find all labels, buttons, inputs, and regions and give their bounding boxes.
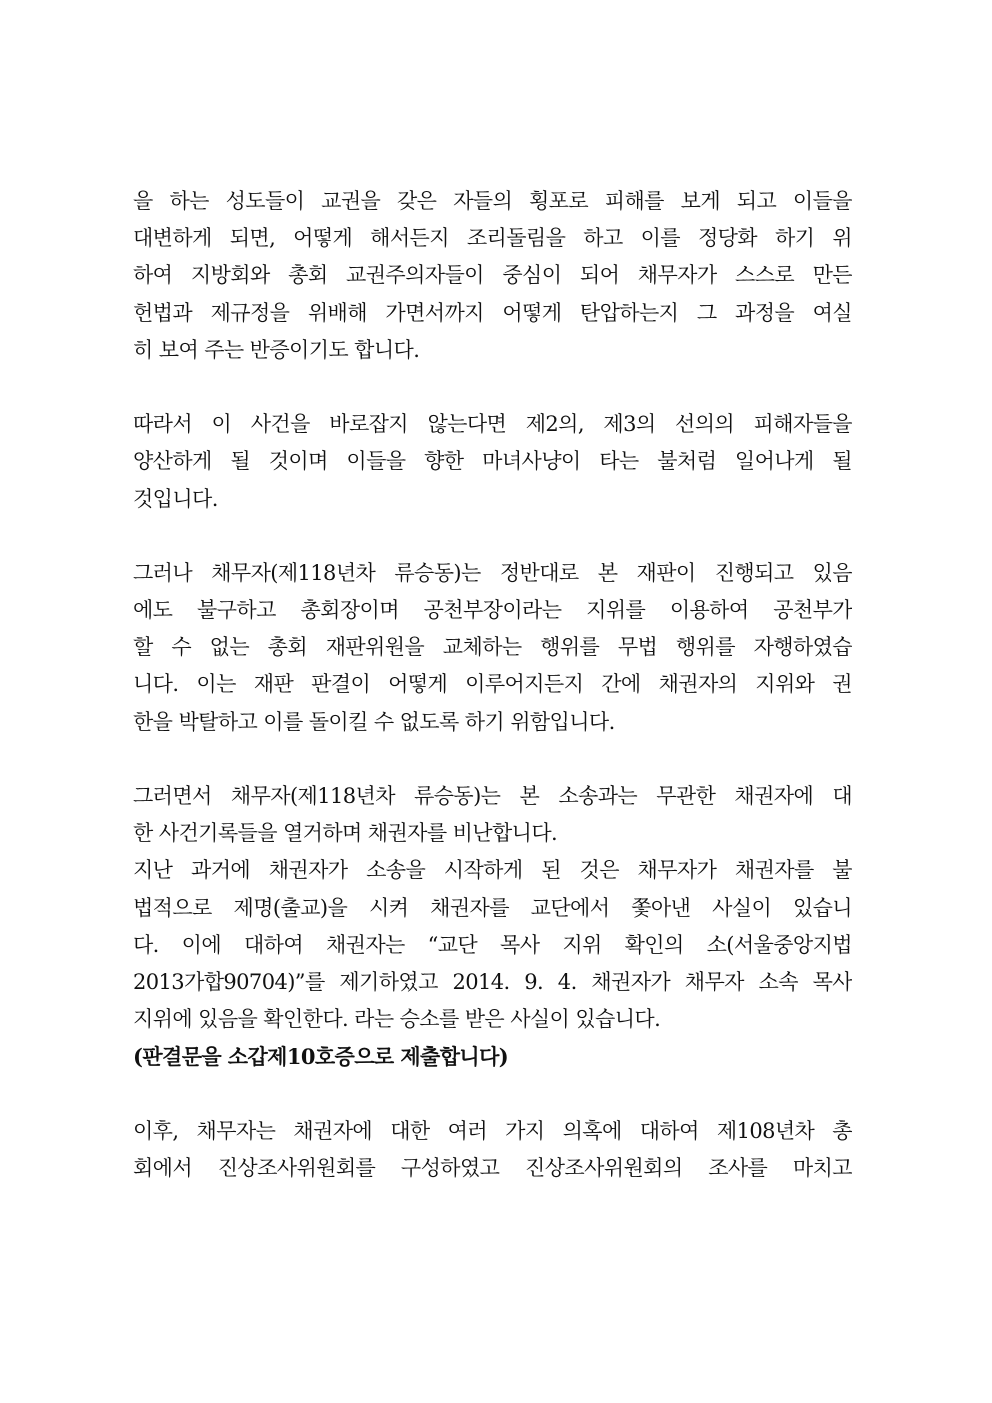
exhibit-note: (판결문을 소갑제10호증으로 제출합니다) [133, 1044, 509, 1070]
text-line: 지난 과거에 채권자가 소송을 시작하게 된 것은 채무자가 채권자를 불 [133, 858, 852, 883]
paragraph-4 [133, 778, 852, 1076]
text-line: 양산하게 될 것이며 이들을 향한 마녀사냥이 타는 불처럼 일어나게 될 [133, 449, 852, 474]
text-line: 지위에 있음을 확인한다. 라는 승소를 받은 사실이 있습니다. [133, 1007, 661, 1032]
text-line: 한을 박탈하고 이를 돌이킬 수 없도록 하기 위함입니다. [133, 709, 615, 734]
text-line: 대변하게 되면, 어떻게 해서든지 조리돌림을 하고 이를 정당화 하기 위 [133, 226, 852, 251]
paragraph-2 [133, 406, 852, 518]
paragraph-3 [133, 555, 852, 741]
document-body [133, 183, 852, 1187]
paragraph-1 [133, 183, 852, 369]
paragraph-gap [133, 1076, 852, 1113]
text-line: 이후, 채무자는 채권자에 대한 여러 가지 의혹에 대하여 제108년차 총 [133, 1118, 852, 1143]
text-line: 그러면서 채무자(제118년차 류승동)는 본 소송과는 무관한 채권자에 대 [133, 784, 852, 808]
text-line: 헌법과 제규정을 위배해 가면서까지 어떻게 탄압하는지 그 과정을 여실 [133, 300, 852, 325]
text-line: 회에서 진상조사위원회를 구성하였고 진상조사위원회의 조사를 마치고 [133, 1155, 852, 1180]
text-line: 것입니다. [133, 486, 218, 511]
text-line: 다. 이에 대하여 채권자는 “교단 목사 지위 확인의 소(서울중앙지법 [133, 932, 852, 957]
paragraph-gap [133, 741, 852, 778]
text-line: 법적으로 제명(출교)을 시켜 채권자를 교단에서 쫓아낸 사실이 있습니 [133, 895, 852, 920]
text-line: 한 사건기록들을 열거하며 채권자를 비난합니다. [133, 821, 558, 846]
paragraph-gap [133, 518, 852, 555]
paragraph-gap [133, 369, 852, 406]
text-line: 하여 지방회와 총회 교권주의자들이 중심이 되어 채무자가 스스로 만든 [133, 263, 852, 288]
text-line: 을 하는 성도들이 교권을 갖은 자들의 횡포로 피해를 보게 되고 이들을 [133, 189, 852, 213]
text-line: 히 보여 주는 반증이기도 합니다. [133, 337, 420, 362]
text-line: 그러나 채무자(제118년차 류승동)는 정반대로 본 재판이 진행되고 있음 [133, 560, 852, 585]
text-line: 에도 불구하고 총회장이며 공천부장이라는 지위를 이용하여 공천부가 [133, 598, 852, 623]
text-line: 2013가합90704)”를 제기하였고 2014. 9. 4. 채권자가 채무자 소속 목사 [133, 969, 852, 994]
text-line: 니다. 이는 재판 판결이 어떻게 이루어지든지 간에 채권자의 지위와 권 [133, 672, 852, 697]
text-line: 할 수 없는 총회 재판위원을 교체하는 행위를 무법 행위를 자행하였습 [133, 635, 852, 660]
text-line: 따라서 이 사건을 바로잡지 않는다면 제2의, 제3의 선의의 피해자들을 [133, 412, 852, 437]
paragraph-5 [133, 1113, 852, 1187]
